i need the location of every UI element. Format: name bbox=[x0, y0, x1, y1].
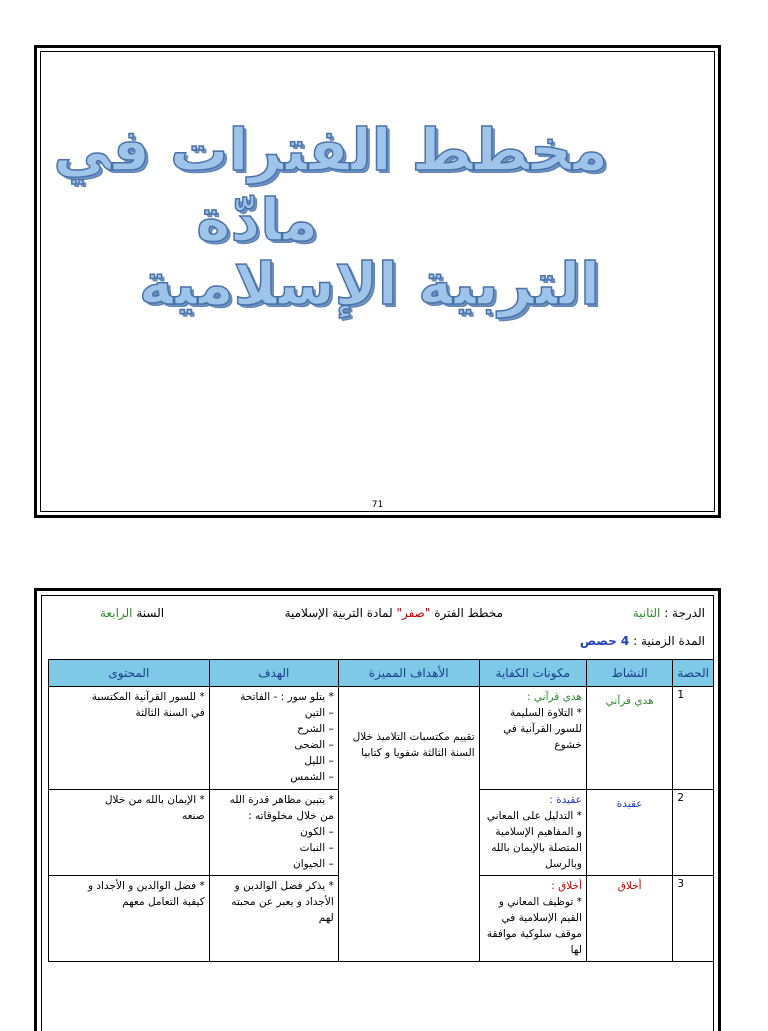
goal-line: من خلال مخلوقاته : bbox=[248, 810, 334, 822]
content-line: * للسور القرآنية المكتسبة bbox=[91, 691, 205, 703]
goal-line: – الضحى bbox=[294, 739, 334, 751]
competence-line: القيم الإسلامية في bbox=[501, 912, 582, 924]
plan-title-pre: مخطط الفترة bbox=[434, 606, 503, 620]
shared-objective: تقييم مكتسبات التلاميذ خلال السنة الثالثة شفويا و كتابيا bbox=[338, 687, 479, 962]
row-content bbox=[49, 790, 210, 876]
plan-title-period: "صفر" bbox=[396, 606, 431, 620]
goal-line: – الشمس bbox=[290, 771, 334, 783]
grade-label: الدرجة : bbox=[664, 606, 705, 620]
competence-line: موقف سلوكية موافقة bbox=[486, 928, 582, 940]
competence-line: خشوع bbox=[554, 739, 582, 751]
row-competence bbox=[479, 790, 586, 876]
cover-title-line2: مادّة bbox=[196, 186, 318, 254]
row-number: 2 bbox=[673, 790, 714, 876]
content-line: كيفية التعامل معهم bbox=[122, 896, 205, 908]
grade-line bbox=[633, 606, 705, 620]
row-activity: عقيدة bbox=[616, 798, 643, 810]
competence-line: المتصلة بالإيمان بالله bbox=[491, 842, 582, 854]
content-line: صنعه bbox=[181, 810, 205, 822]
row-competence bbox=[479, 876, 586, 962]
goal-line: – التين bbox=[304, 707, 334, 719]
cover-title-line1: مخطط الفترات في bbox=[53, 116, 608, 184]
goal-line: * يذكر فضل الوالدين و bbox=[234, 880, 334, 892]
row-goal bbox=[209, 790, 338, 876]
grade-value: الثانية bbox=[632, 606, 661, 620]
row-number: 3 bbox=[673, 876, 714, 962]
competence-line: * التدليل على المعاني bbox=[486, 810, 582, 822]
competence-line: * التلاوة السليمة bbox=[510, 707, 582, 719]
content-line: * الإيمان بالله من خلال bbox=[104, 794, 205, 806]
competence-line: * توظيف المعاني و bbox=[498, 896, 582, 908]
competence-line: وبالرسل bbox=[544, 858, 582, 870]
plan-title-post: لمادة التربية الإسلامية bbox=[284, 606, 393, 620]
duration-label: المدة الزمنية : bbox=[633, 634, 705, 648]
plan-table bbox=[48, 659, 714, 962]
plan-frame bbox=[41, 595, 714, 1031]
competence-line: للسور القرآنية في bbox=[503, 723, 582, 735]
goal-line: * يتبين مظاهر قدرة الله bbox=[229, 794, 334, 806]
table-header-row bbox=[49, 660, 714, 687]
header-specific-objectives: الأهداف المميزة bbox=[338, 660, 479, 687]
competence-title: هدي قرآني : bbox=[527, 691, 582, 703]
goal-line: – الكون bbox=[300, 826, 334, 838]
goal-line: * يتلو سور : - الفاتحة bbox=[240, 691, 334, 703]
cover-page bbox=[34, 45, 721, 518]
plan-page bbox=[34, 588, 721, 1031]
duration-value: 4 حصص bbox=[579, 634, 630, 648]
year-label: السنة bbox=[136, 606, 165, 620]
goal-line: – الليل bbox=[304, 755, 334, 767]
goal-line: لهم bbox=[318, 912, 334, 924]
row-content bbox=[49, 687, 210, 790]
year-value: الرابعة bbox=[100, 606, 133, 620]
row-competence bbox=[479, 687, 586, 790]
year-line bbox=[100, 606, 164, 620]
header-competence: مكونات الكفاية bbox=[479, 660, 586, 687]
duration-line bbox=[580, 634, 705, 648]
row-content bbox=[49, 876, 210, 962]
competence-line: و المفاهيم الإسلامية bbox=[495, 826, 582, 838]
row-activity: أخلاق bbox=[617, 880, 642, 892]
content-line: في السنة الثالثة bbox=[135, 707, 205, 719]
cover-title-line3: التربية الإسلامية bbox=[138, 250, 600, 318]
header-activity: النشاط bbox=[586, 660, 673, 687]
competence-title: أخلاق : bbox=[551, 880, 582, 892]
competence-line: لها bbox=[570, 944, 582, 956]
competence-title: عقيدة : bbox=[549, 794, 582, 806]
content-line: * فضل الوالدين و الأجداد و bbox=[87, 880, 205, 892]
header-goal: الهدف bbox=[209, 660, 338, 687]
table-row bbox=[49, 687, 714, 790]
row-number: 1 bbox=[673, 687, 714, 790]
goal-line: الأجداد و يعبر عن محبته bbox=[231, 896, 334, 908]
row-goal bbox=[209, 687, 338, 790]
goal-line: – النبات bbox=[299, 842, 334, 854]
row-goal bbox=[209, 876, 338, 962]
goal-line: – الحيوان bbox=[293, 858, 334, 870]
goal-line: – الشرح bbox=[297, 723, 334, 735]
header-session: الحصة bbox=[673, 660, 714, 687]
plan-title bbox=[285, 606, 503, 620]
header-content: المحتوى bbox=[49, 660, 210, 687]
page-number: 71 bbox=[371, 500, 384, 510]
row-activity: هدي قرآني bbox=[605, 695, 654, 707]
